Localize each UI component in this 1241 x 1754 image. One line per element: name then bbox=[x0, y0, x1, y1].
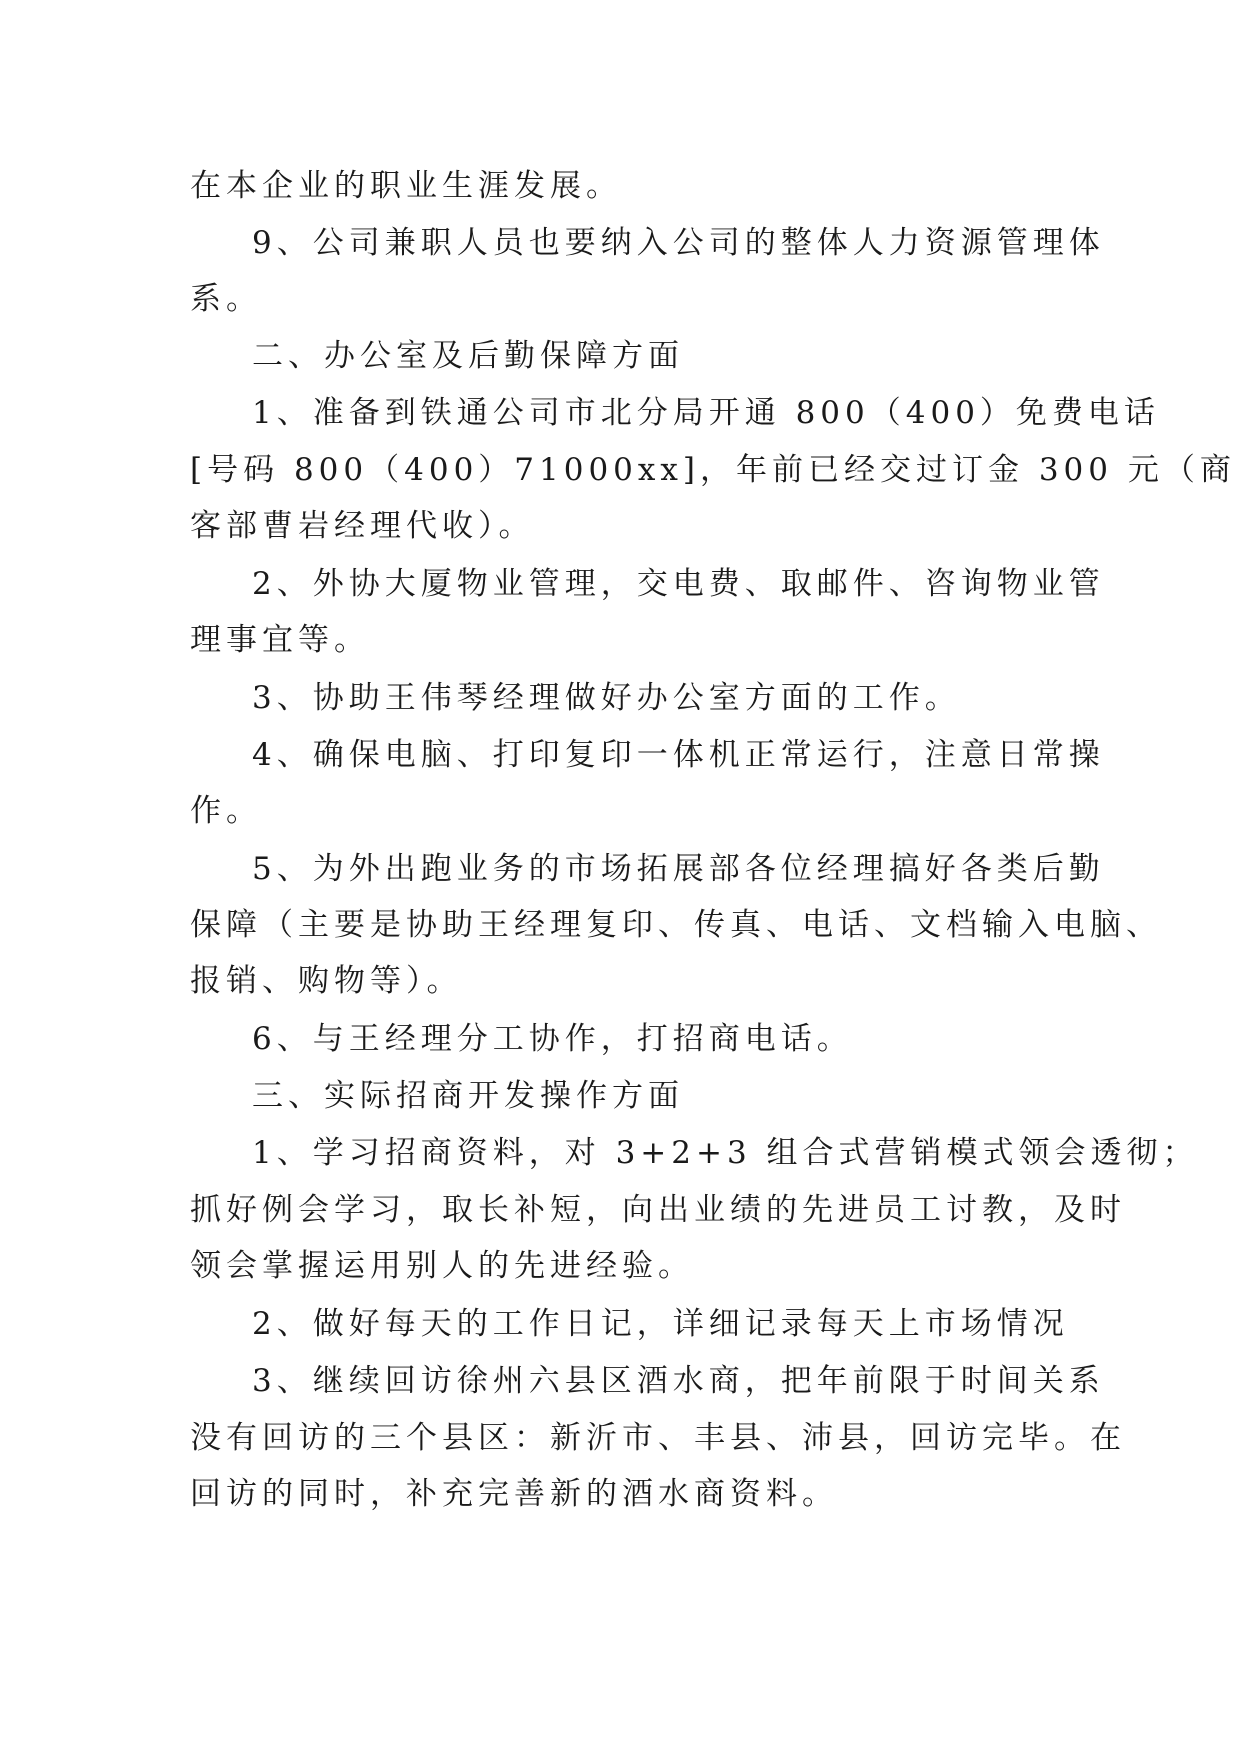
section-heading: 二、办公室及后勤保障方面 bbox=[252, 338, 684, 374]
text-line: 1、准备到铁通公司市北分局开通 800（400）免费电话 bbox=[252, 395, 1160, 431]
text-line: 理事宜等。 bbox=[190, 622, 370, 658]
text-line: 2、做好每天的工作日记，详细记录每天上市场情况 bbox=[252, 1306, 1069, 1342]
text-line: 领会掌握运用别人的先进经验。 bbox=[190, 1248, 694, 1284]
text-line: 9、公司兼职人员也要纳入公司的整体人力资源管理体 bbox=[252, 225, 1105, 261]
section-heading: 三、实际招商开发操作方面 bbox=[252, 1078, 684, 1114]
text-line: 在本企业的职业生涯发展。 bbox=[190, 168, 622, 204]
text-line: 客部曹岩经理代收）。 bbox=[190, 508, 535, 544]
text-line: 系。 bbox=[190, 281, 262, 317]
text-line: 1、学习招商资料，对 3+2+3 组合式营销模式领会透彻； bbox=[252, 1135, 1199, 1171]
text-line: 作。 bbox=[190, 793, 262, 829]
text-line: 报销、购物等）。 bbox=[190, 963, 463, 999]
text-line: 5、为外出跑业务的市场拓展部各位经理搞好各类后勤 bbox=[252, 851, 1105, 887]
text-line: 4、确保电脑、打印复印一体机正常运行，注意日常操 bbox=[252, 737, 1105, 773]
text-line: 保障（主要是协助王经理复印、传真、电话、文档输入电脑、 bbox=[190, 907, 1162, 943]
text-line: 3、协助王伟琴经理做好办公室方面的工作。 bbox=[252, 680, 961, 716]
text-line: 抓好例会学习，取长补短，向出业绩的先进员工讨教，及时 bbox=[190, 1192, 1126, 1228]
text-line: 回访的同时，补充完善新的酒水商资料。 bbox=[190, 1476, 838, 1512]
text-line: 没有回访的三个县区：新沂市、丰县、沛县，回访完毕。在 bbox=[190, 1420, 1126, 1456]
text-line: 3、继续回访徐州六县区酒水商，把年前限于时间关系 bbox=[252, 1363, 1105, 1399]
text-line: [号码 800（400）71000xx]，年前已经交过订金 300 元（商 bbox=[190, 452, 1236, 488]
text-line: 6、与王经理分工协作，打招商电话。 bbox=[252, 1021, 853, 1057]
text-line: 2、外协大厦物业管理，交电费、取邮件、咨询物业管 bbox=[252, 566, 1105, 602]
